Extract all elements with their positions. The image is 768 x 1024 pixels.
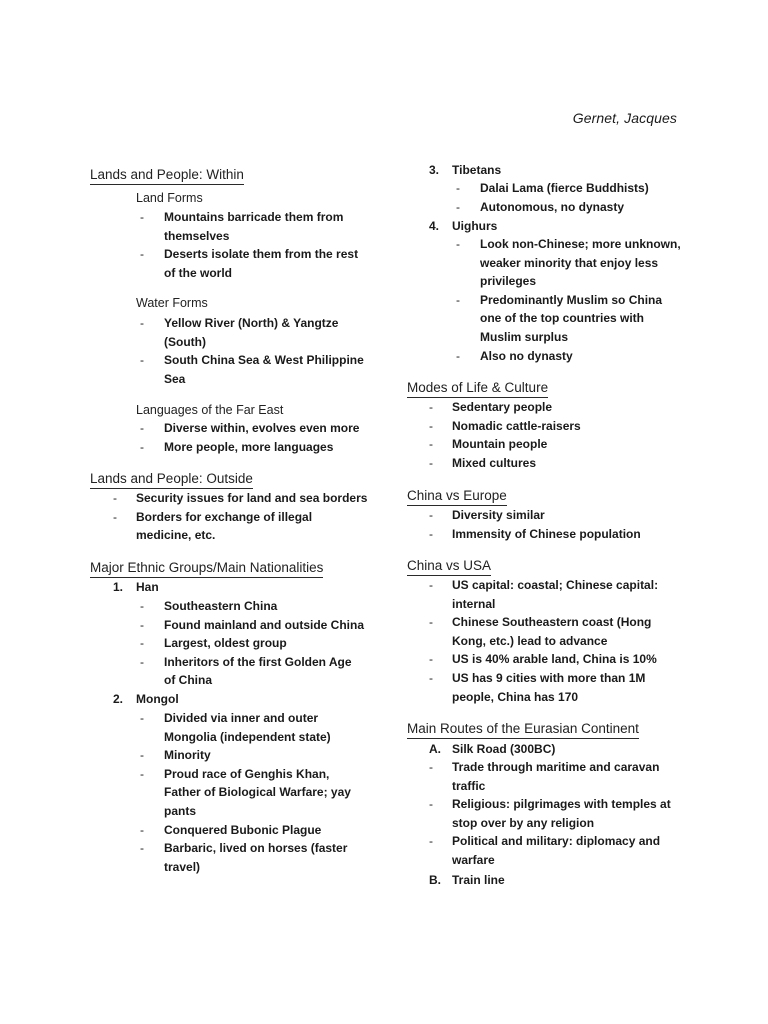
bullet-text: Father of Biological Warfare; yay	[164, 785, 351, 800]
bullet-text: Southeastern China	[164, 599, 278, 613]
bullet-dash: -	[429, 400, 433, 414]
bullet-dash: -	[456, 181, 460, 195]
bullet-dash: -	[429, 418, 433, 433]
bullet-dash: -	[140, 617, 144, 632]
list-number: B.	[429, 873, 441, 887]
section-heading: China vs Europe	[407, 487, 507, 506]
bullet-dash: -	[140, 421, 144, 435]
bullet-text: stop over by any religion	[452, 815, 595, 830]
bullet-dash: -	[140, 766, 144, 781]
bullet-dash: -	[429, 652, 433, 667]
bullet-dash: -	[429, 455, 433, 470]
list-number: 4.	[429, 219, 440, 233]
bullet-text: (South)	[164, 334, 206, 349]
subsection-title: Languages of the Far East	[136, 403, 284, 417]
list-number: 2.	[113, 692, 124, 706]
list-number: 1.	[113, 580, 124, 594]
bullet-dash: -	[429, 578, 433, 592]
list-item-title: Train line	[452, 873, 505, 887]
bullet-dash: -	[429, 437, 433, 452]
bullet-text: US has 9 cities with more than 1M	[452, 671, 646, 685]
bullet-text: South China Sea & West Philippine	[164, 353, 364, 368]
bullet-text: privileges	[480, 274, 537, 289]
subsection-title: Land Forms	[136, 191, 203, 205]
section-heading: China vs USA	[407, 557, 491, 576]
bullet-text: Look non-Chinese; more unknown,	[480, 237, 681, 251]
bullet-text: warfare	[452, 853, 495, 867]
bullet-text: people, China has 170	[452, 689, 579, 704]
bullet-text: US is 40% arable land, China is 10%	[452, 652, 657, 667]
bullet-text: Yellow River (North) & Yangtze	[164, 316, 339, 330]
bullet-dash: -	[140, 711, 144, 725]
bullet-dash: -	[429, 671, 433, 685]
bullet-text: Minority	[164, 748, 211, 763]
bullet-text: Autonomous, no dynasty	[480, 199, 624, 214]
bullet-text: Largest, oldest group	[164, 636, 287, 651]
bullet-text: Mountain people	[452, 437, 548, 452]
subsection-title: Water Forms	[136, 296, 208, 310]
bullet-dash: -	[456, 237, 460, 251]
bullet-dash: -	[429, 834, 433, 849]
section-heading: Lands and People: Within	[90, 166, 244, 185]
section-heading: Main Routes of the Eurasian Continent	[407, 720, 639, 739]
list-item-title: Uighurs	[452, 219, 498, 233]
bullet-dash: -	[456, 348, 460, 363]
bullet-text: Security issues for land and sea borders	[136, 491, 368, 505]
bullet-text: Mountains barricade them from	[164, 210, 344, 224]
bullet-text: Deserts isolate them from the rest	[164, 247, 359, 262]
bullet-text: Conquered Bubonic Plague	[164, 822, 322, 837]
bullet-text: themselves	[164, 228, 230, 243]
bullet-dash: -	[140, 636, 144, 651]
bullet-text: Nomadic cattle-raisers	[452, 418, 581, 433]
bullet-text: Chinese Southeastern coast (Hong	[452, 615, 652, 630]
bullet-text: Muslim surplus	[480, 330, 569, 344]
bullet-text: traffic	[452, 778, 486, 793]
bullet-text: Barbaric, lived on horses (faster	[164, 841, 348, 856]
bullet-dash: -	[140, 247, 144, 262]
bullet-dash: -	[140, 748, 144, 763]
bullet-text: Religious: pilgrimages with temples at	[452, 797, 671, 812]
list-number: A.	[429, 742, 441, 756]
bullet-text: Found mainland and outside China	[164, 617, 364, 632]
bullet-text: Mongolia (independent state)	[164, 729, 331, 744]
bullet-text: of the world	[164, 265, 232, 280]
section-heading: Lands and People: Outside	[90, 470, 253, 489]
bullet-text: one of the top countries with	[480, 311, 644, 326]
bullet-text: Proud race of Genghis Khan,	[164, 766, 330, 781]
bullet-dash: -	[140, 654, 144, 669]
bullet-dash: -	[456, 292, 460, 307]
bullet-text: Predominantly Muslim so China	[480, 292, 663, 307]
bullet-text: Diversity similar	[452, 508, 545, 522]
bullet-dash: -	[140, 822, 144, 837]
bullet-text: pants	[164, 804, 197, 818]
bullet-text: Sea	[164, 371, 186, 386]
bullet-dash: -	[429, 526, 433, 541]
bullet-text: Kong, etc.) lead to advance	[452, 633, 608, 648]
bullet-dash: -	[140, 439, 144, 454]
bullet-text: Trade through maritime and caravan	[452, 760, 660, 774]
bullet-text: Political and military: diplomacy and	[452, 834, 661, 849]
section-heading: Major Ethnic Groups/Main Nationalities	[90, 559, 323, 578]
bullet-text: Also no dynasty	[480, 348, 573, 363]
bullet-text: US capital: coastal; Chinese capital:	[452, 578, 659, 592]
bullet-dash: -	[456, 199, 460, 214]
bullet-text: of China	[164, 673, 212, 688]
bullet-text: Diverse within, evolves even more	[164, 421, 360, 435]
section-heading: Modes of Life & Culture	[407, 379, 548, 398]
bullet-text: Divided via inner and outer	[164, 711, 319, 725]
bullet-dash: -	[429, 508, 433, 522]
list-item-title: Tibetans	[452, 163, 502, 177]
bullet-dash: -	[140, 210, 144, 224]
bullet-dash: -	[429, 760, 433, 774]
bullet-dash: -	[140, 353, 144, 368]
list-item-title: Silk Road (300BC)	[452, 742, 556, 756]
bullet-dash: -	[140, 841, 144, 856]
bullet-text: weaker minority that enjoy less	[480, 255, 659, 270]
bullet-dash: -	[113, 509, 117, 524]
document-author: Gernet, Jacques	[572, 110, 677, 126]
bullet-text: More people, more languages	[164, 439, 334, 454]
bullet-text: travel)	[164, 859, 201, 874]
bullet-text: Mixed cultures	[452, 455, 537, 470]
bullet-text: internal	[452, 596, 496, 611]
list-number: 3.	[429, 163, 440, 177]
bullet-text: Sedentary people	[452, 400, 553, 414]
list-item-title: Mongol	[136, 692, 179, 706]
list-item-title: Han	[136, 580, 159, 594]
bullet-text: Borders for exchange of illegal	[136, 509, 313, 524]
bullet-text: Dalai Lama (fierce Buddhists)	[480, 181, 649, 195]
bullet-dash: -	[140, 316, 144, 330]
bullet-text: medicine, etc.	[136, 528, 216, 543]
bullet-dash: -	[429, 615, 433, 630]
bullet-text: Immensity of Chinese population	[452, 526, 641, 541]
bullet-dash: -	[429, 797, 433, 812]
bullet-dash: -	[113, 491, 117, 505]
bullet-text: Inheritors of the first Golden Age	[164, 654, 352, 669]
bullet-dash: -	[140, 599, 144, 613]
